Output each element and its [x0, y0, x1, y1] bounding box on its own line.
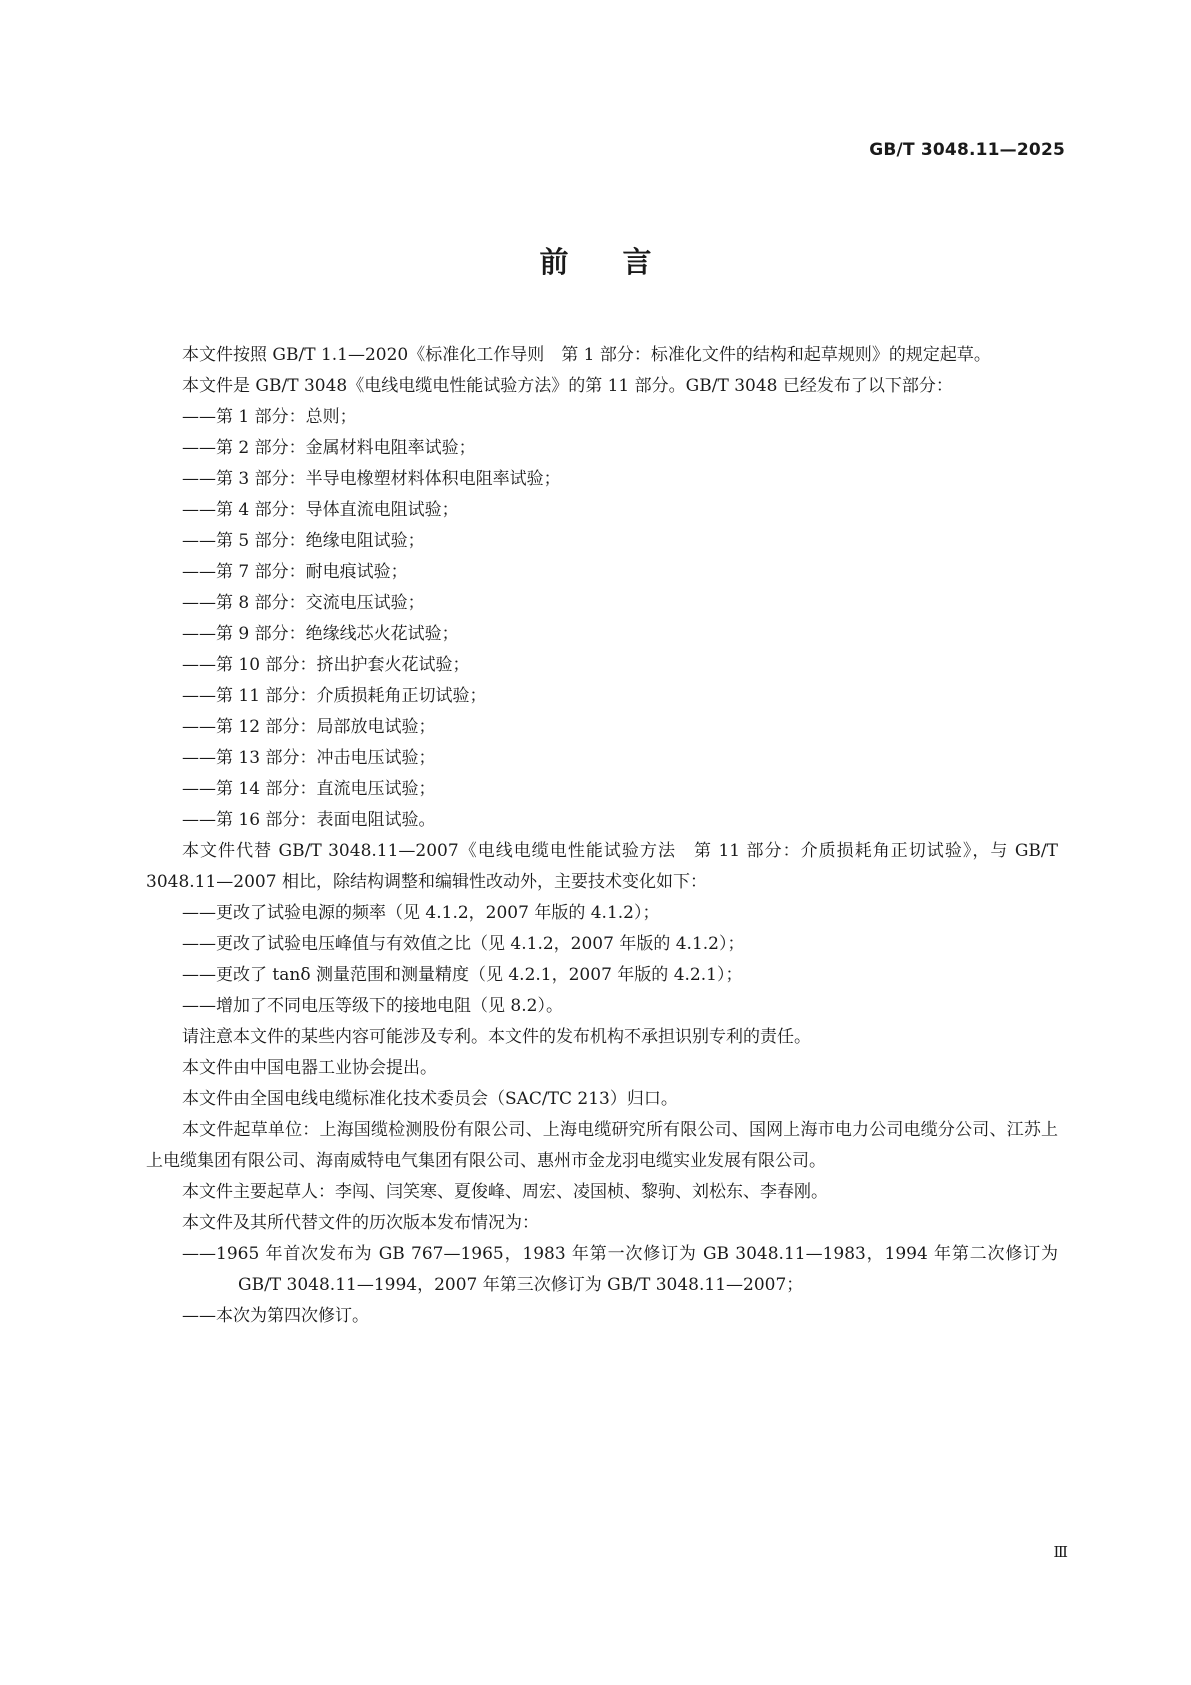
- list-item-part-1: ——第 1 部分：总则；: [182, 407, 357, 427]
- list-item-part-9: ——第 9 部分：绝缘线芯火花试验；: [182, 624, 459, 644]
- list-item-part-16: ——第 16 部分：表面电阻试验。: [182, 810, 436, 830]
- paragraph-series-intro: 本文件是 GB/T 3048《电线电缆电性能试验方法》的第 11 部分。GB/T 3048 已经发布了以下部分：: [182, 376, 953, 396]
- paragraph-drafting-rules: 本文件按照 GB/T 1.1—2020《标准化工作导则 第 1 部分：标准化文件的结构和起草规则》的规定起草。: [182, 345, 991, 365]
- list-item-change-3: ——更改了 tanδ 测量范围和测量精度（见 4.2.1，2007 年版的 4.2.1）；: [182, 965, 743, 985]
- list-item-part-3: ——第 3 部分：半导电橡塑材料体积电阻率试验；: [182, 469, 561, 489]
- list-item-part-2: ——第 2 部分：金属材料电阻率试验；: [182, 438, 476, 458]
- document-id: GB/T 3048.11—2025: [869, 140, 1065, 160]
- paragraph-replaces: 本文件代替 GB/T 3048.11—2007《电线电缆电性能试验方法 第 11 部分：介质损耗角正切试验》，与 GB/T 3048.11—2007 相比，除结构调整和编辑性改动外，主要技术变化如下：: [146, 841, 1058, 892]
- paragraph-drafters: 本文件主要起草人：李闯、闫笑寒、夏俊峰、周宏、凌国桢、黎驹、刘松东、李春刚。: [182, 1182, 828, 1202]
- list-item-history-1: ——1965 年首次发布为 GB 767—1965，1983 年第一次修订为 GB 3048.11—1983，1994 年第二次修订为 GB/T 3048.11—1994，2007 年第三次修订为 GB/T 3048.11—2007；: [182, 1244, 1058, 1295]
- page-title: 前言: [539, 245, 706, 279]
- paragraph-patent-notice: 请注意本文件的某些内容可能涉及专利。本文件的发布机构不承担识别专利的责任。: [182, 1027, 811, 1047]
- list-item-part-14: ——第 14 部分：直流电压试验；: [182, 779, 436, 799]
- paragraph-under-jurisdiction: 本文件由全国电线电缆标准化技术委员会（SAC/TC 213）归口。: [182, 1089, 678, 1109]
- list-item-change-4: ——增加了不同电压等级下的接地电阻（见 8.2）。: [182, 996, 563, 1016]
- list-item-part-10: ——第 10 部分：挤出护套火花试验；: [182, 655, 470, 675]
- list-item-part-11: ——第 11 部分：介质损耗角正切试验；: [182, 686, 487, 706]
- list-item-part-13: ——第 13 部分：冲击电压试验；: [182, 748, 436, 768]
- paragraph-history-intro: 本文件及其所代替文件的历次版本发布情况为：: [182, 1213, 539, 1233]
- list-item-part-5: ——第 5 部分：绝缘电阻试验；: [182, 531, 425, 551]
- list-item-part-4: ——第 4 部分：导体直流电阻试验；: [182, 500, 459, 520]
- list-item-change-2: ——更改了试验电压峰值与有效值之比（见 4.1.2，2007 年版的 4.1.2）；: [182, 934, 745, 954]
- paragraph-proposed-by: 本文件由中国电器工业协会提出。: [182, 1058, 437, 1078]
- page-number: Ⅲ: [1053, 1543, 1068, 1561]
- list-item-part-12: ——第 12 部分：局部放电试验；: [182, 717, 436, 737]
- foreword-content: [146, 340, 1058, 1332]
- list-item-history-2: ——本次为第四次修订。: [182, 1306, 369, 1326]
- paragraph-drafting-units: 本文件起草单位：上海国缆检测股份有限公司、上海电缆研究所有限公司、国网上海市电力公司电缆分公司、江苏上上电缆集团有限公司、海南威特电气集团有限公司、惠州市金龙羽电缆实业发展有限公司。: [146, 1120, 1058, 1171]
- list-item-part-7: ——第 7 部分：耐电痕试验；: [182, 562, 408, 582]
- list-item-change-1: ——更改了试验电源的频率（见 4.1.2，2007 年版的 4.1.2）；: [182, 903, 660, 923]
- list-item-part-8: ——第 8 部分：交流电压试验；: [182, 593, 425, 613]
